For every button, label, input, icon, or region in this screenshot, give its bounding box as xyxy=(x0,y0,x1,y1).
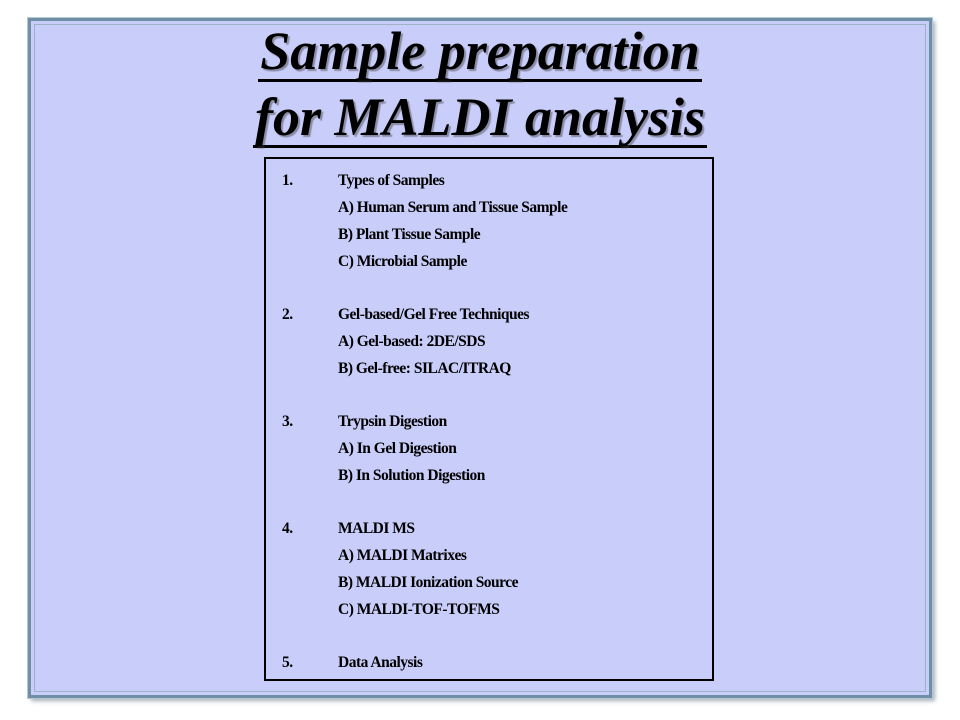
list-item xyxy=(266,569,712,596)
list-item xyxy=(266,248,712,275)
section-heading: Gel-based/Gel Free Techniques xyxy=(338,306,530,323)
section-1-heading-row xyxy=(266,167,712,194)
section-spacer xyxy=(266,623,712,649)
section-number: 1. xyxy=(282,172,293,189)
section-heading: Data Analysis xyxy=(338,654,423,671)
outline-box xyxy=(264,157,714,681)
subitem-text: C) MALDI-TOF-TOFMS xyxy=(338,601,500,618)
section-number: 5. xyxy=(282,654,293,671)
list-item xyxy=(266,355,712,382)
outline-list xyxy=(266,167,712,676)
title-line-2: for MALDI analysis xyxy=(254,87,706,147)
section-heading: MALDI MS xyxy=(338,520,415,537)
section-spacer xyxy=(266,489,712,515)
section-3-heading-row xyxy=(266,408,712,435)
list-item xyxy=(266,194,712,221)
subitem-text: A) Gel-based: 2DE/SDS xyxy=(338,333,486,350)
subitem-text: B) In Solution Digestion xyxy=(338,467,485,484)
slide-title xyxy=(0,20,960,148)
subitem-text: B) Plant Tissue Sample xyxy=(338,226,481,243)
subitem-text: A) In Gel Digestion xyxy=(338,440,457,457)
section-heading: Trypsin Digestion xyxy=(338,413,447,430)
subitem-text: B) MALDI Ionization Source xyxy=(338,574,519,591)
section-spacer xyxy=(266,382,712,408)
list-item xyxy=(266,328,712,355)
list-item xyxy=(266,221,712,248)
section-heading: Types of Samples xyxy=(338,172,445,189)
section-5-heading-row xyxy=(266,649,712,676)
section-number: 3. xyxy=(282,413,293,430)
list-item xyxy=(266,435,712,462)
section-number: 4. xyxy=(282,520,293,537)
subitem-text: A) Human Serum and Tissue Sample xyxy=(338,199,568,216)
section-2-heading-row xyxy=(266,301,712,328)
subitem-text: A) MALDI Matrixes xyxy=(338,547,467,564)
subitem-text: C) Microbial Sample xyxy=(338,253,467,270)
list-item xyxy=(266,596,712,623)
title-line-1: Sample preparation xyxy=(260,21,700,81)
subitem-text: B) Gel-free: SILAC/ITRAQ xyxy=(338,360,511,377)
section-4-heading-row xyxy=(266,515,712,542)
section-spacer xyxy=(266,275,712,301)
list-item xyxy=(266,542,712,569)
section-number: 2. xyxy=(282,306,293,323)
list-item xyxy=(266,462,712,489)
